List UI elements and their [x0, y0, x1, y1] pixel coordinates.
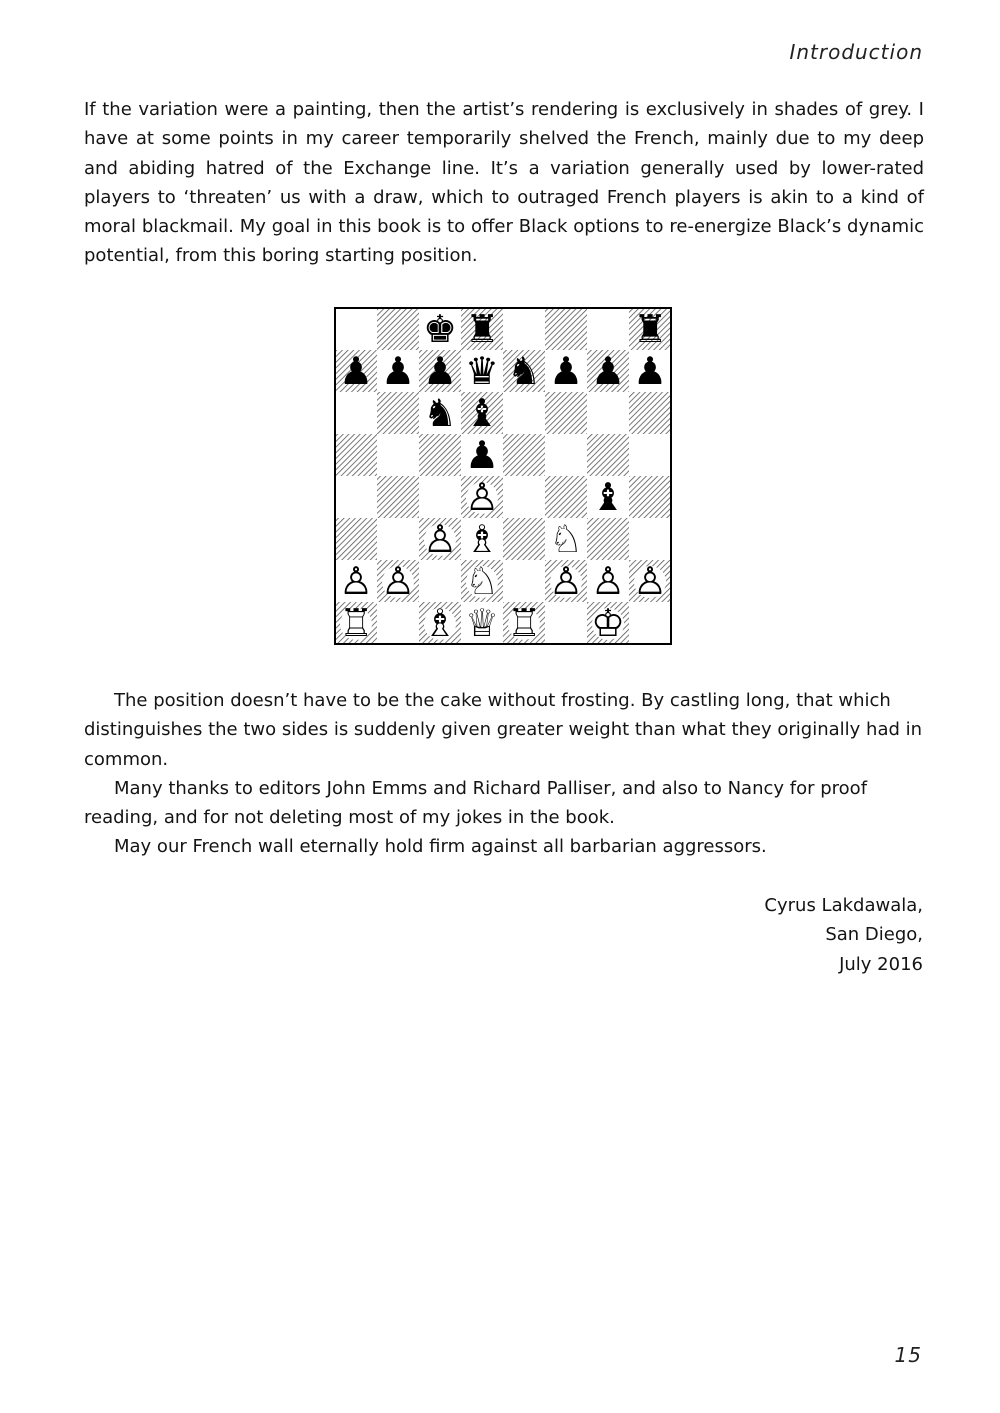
light-square-a6 — [335, 392, 377, 434]
white-knight-f3: ♘ — [548, 517, 584, 561]
dark-square-f6 — [545, 392, 587, 434]
dark-square-e3 — [503, 518, 545, 560]
author-name: Cyrus Lakdawala, — [764, 895, 923, 916]
dark-square-b8 — [377, 308, 419, 350]
light-square-f5 — [545, 434, 587, 476]
paragraph-text: If the variation were a painting, then the artist’s rendering is exclusively in shades of grey. I have at some points in my career temporarily shelved the French, mainly due to my deep and abiding hatred of the Exchange line. It’s a variation generally used by lower-rated players to ‘threaten’ us with a draw, which to outraged French players is akin to a kind of moral blackmail. My goal in this book is to offer Black options to re-energize Black’s dynamic potential, from this boring starting position. — [84, 99, 924, 267]
black-pawn-f7: ♟ — [548, 349, 584, 393]
black-pawn-d5: ♟ — [464, 433, 500, 477]
light-square-e4 — [503, 476, 545, 518]
light-square-b1 — [377, 602, 419, 644]
white-pawn-d4: ♙ — [464, 475, 500, 519]
dark-square-b4 — [377, 476, 419, 518]
dark-square-h6 — [629, 392, 671, 434]
dark-square-g5 — [587, 434, 629, 476]
dark-square-a3 — [335, 518, 377, 560]
black-pawn-b7: ♟ — [380, 349, 416, 393]
light-square-b5 — [377, 434, 419, 476]
paragraph-closing — [84, 832, 924, 861]
light-square-c4 — [419, 476, 461, 518]
paragraph-castling — [84, 686, 924, 774]
light-square-e6 — [503, 392, 545, 434]
paragraph-text: Many thanks to editors John Emms and Richard Palliser, and also to Nancy for proof reading, and for not deleting most of my jokes in the book. — [84, 778, 868, 829]
white-rook-e1: ♖ — [506, 601, 542, 645]
date: July 2016 — [839, 953, 923, 975]
paragraph-text: The position doesn’t have to be the cake without frosting. By castling long, that which distinguishes the two sides is suddenly given greater weight than what they originally had in common. — [84, 690, 923, 770]
black-knight-c6: ♞ — [422, 391, 458, 435]
white-queen-d1: ♕ — [464, 601, 500, 645]
white-rook-a1: ♖ — [338, 601, 374, 645]
paragraph-text: May our French wall eternally hold firm against all barbarian aggressors. — [114, 836, 767, 857]
white-pawn-a2: ♙ — [338, 559, 374, 603]
white-knight-d2: ♘ — [464, 559, 500, 603]
chess-diagram — [334, 307, 672, 645]
dark-square-e5 — [503, 434, 545, 476]
black-queen-d7: ♛ — [464, 349, 500, 393]
black-knight-e7: ♞ — [506, 349, 542, 393]
light-square-g8 — [587, 308, 629, 350]
white-king-g1: ♔ — [590, 601, 626, 645]
black-rook-d8: ♜ — [464, 307, 500, 351]
place: San Diego, — [825, 924, 923, 946]
white-pawn-c3: ♙ — [422, 517, 458, 561]
dark-square-a5 — [335, 434, 377, 476]
white-pawn-h2: ♙ — [632, 559, 668, 603]
black-pawn-c7: ♟ — [422, 349, 458, 393]
dark-square-b6 — [377, 392, 419, 434]
light-square-g6 — [587, 392, 629, 434]
light-square-f1 — [545, 602, 587, 644]
light-square-a8 — [335, 308, 377, 350]
dark-square-g3 — [587, 518, 629, 560]
black-pawn-h7: ♟ — [632, 349, 668, 393]
dark-square-c5 — [419, 434, 461, 476]
light-square-c2 — [419, 560, 461, 602]
black-pawn-g7: ♟ — [590, 349, 626, 393]
white-pawn-g2: ♙ — [590, 559, 626, 603]
white-pawn-b2: ♙ — [380, 559, 416, 603]
black-pawn-a7: ♟ — [338, 349, 374, 393]
light-square-e2 — [503, 560, 545, 602]
dark-square-f4 — [545, 476, 587, 518]
white-bishop-c1: ♗ — [422, 601, 458, 645]
dark-square-f8 — [545, 308, 587, 350]
white-bishop-d3: ♗ — [464, 517, 500, 561]
light-square-e8 — [503, 308, 545, 350]
page-number: 15 — [894, 1343, 922, 1367]
light-square-a4 — [335, 476, 377, 518]
signature-block — [764, 891, 923, 979]
light-square-b3 — [377, 518, 419, 560]
dark-square-h4 — [629, 476, 671, 518]
white-pawn-f2: ♙ — [548, 559, 584, 603]
black-rook-h8: ♜ — [632, 307, 668, 351]
paragraph-intro — [84, 95, 924, 271]
black-bishop-g4: ♝ — [590, 475, 626, 519]
running-head: Introduction — [789, 40, 923, 64]
paragraph-thanks — [84, 774, 924, 833]
light-square-h5 — [629, 434, 671, 476]
black-bishop-d6: ♝ — [464, 391, 500, 435]
black-king-c8: ♚ — [422, 307, 458, 351]
light-square-h3 — [629, 518, 671, 560]
light-square-h1 — [629, 602, 671, 644]
chess-board — [334, 307, 672, 645]
